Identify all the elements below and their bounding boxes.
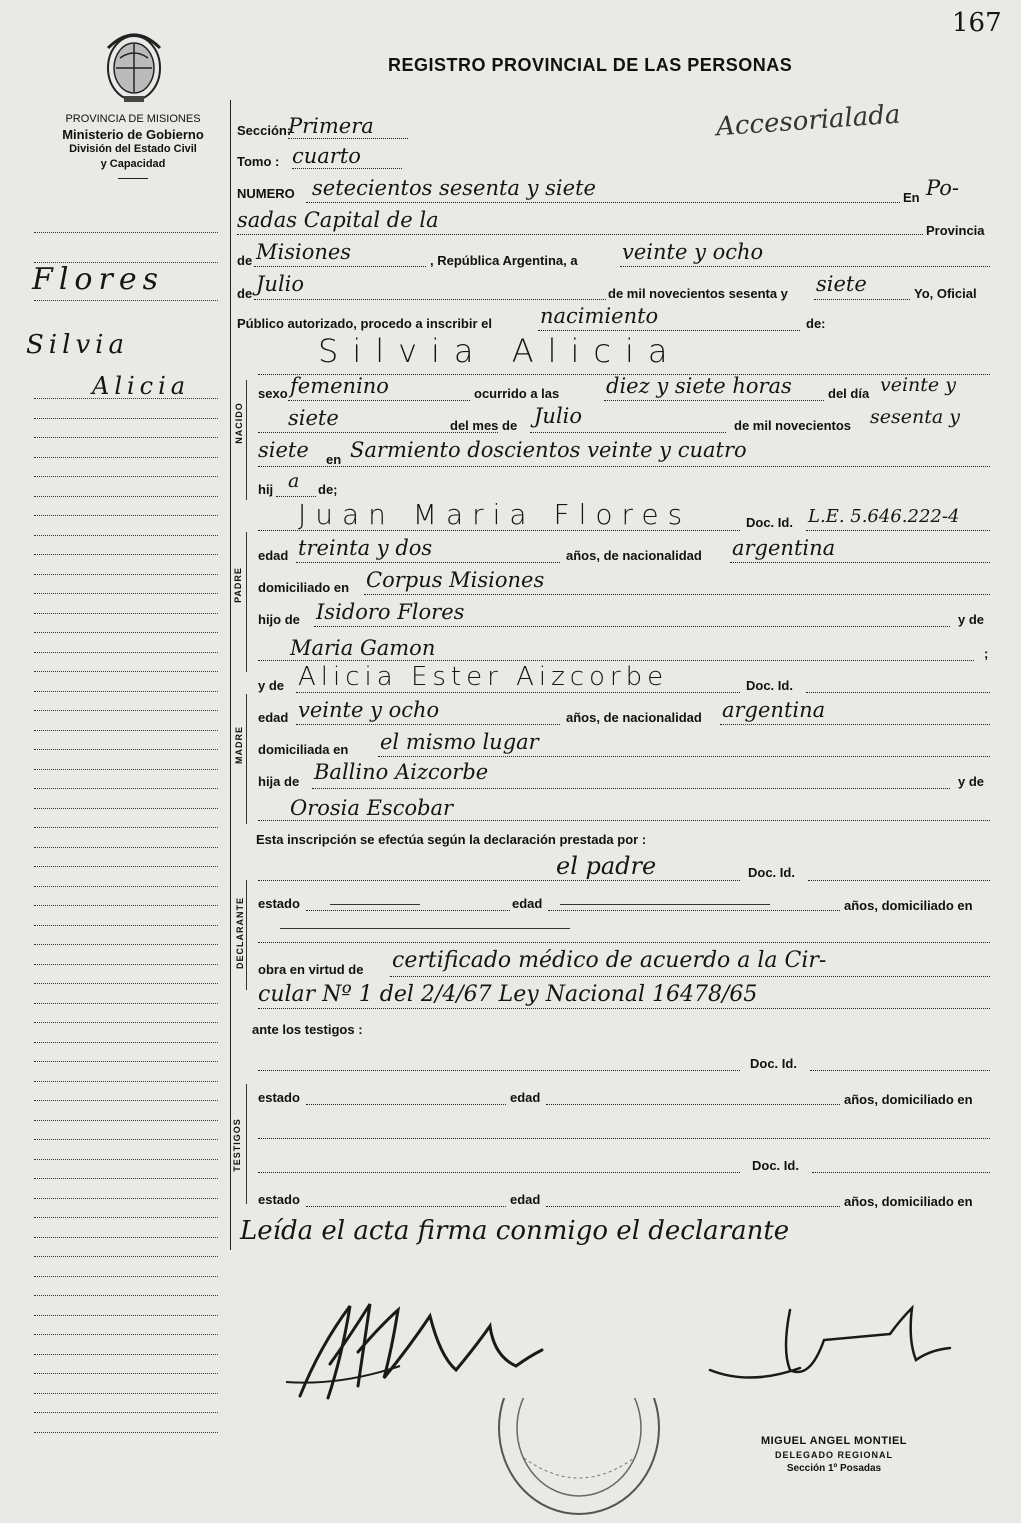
label-madre-doc: Doc. Id. [746,678,793,693]
margin-line [34,632,218,633]
margin-line [34,808,218,809]
side-label-declarante: DECLARANTE [235,897,245,969]
margin-given-2: Alicia [92,372,191,400]
margin-line [34,827,218,828]
value-padre-hijo-de: Isidoro Flores [316,600,465,624]
margin-line [34,1178,218,1179]
margin-line [34,1081,218,1082]
value-madre-edad: veinte y ocho [298,698,440,722]
label-del-dia: del día [828,386,870,401]
fill-line [814,299,910,300]
value-madre-madre: Orosia Escobar [290,796,454,820]
column-divider [230,100,231,1250]
margin-line [34,769,218,770]
value-en-2: sadas Capital de la [237,208,439,232]
fill-line [306,910,510,911]
label-de-colon: de: [806,316,826,331]
margin-line [34,1373,218,1374]
label-madre-hija-de: hija de [258,774,300,789]
side-label-padre: PADRE [232,567,243,603]
label-declarante-edad: edad [512,896,543,911]
margin-line [34,1100,218,1101]
margin-given-1: Silvia [26,330,129,360]
official-seal [494,1398,664,1523]
margin-line [34,574,218,575]
fill-line [378,756,990,757]
label-de-2: de [237,286,253,301]
margin-line [34,652,218,653]
label-padre-dom: domiciliado en [258,580,350,595]
margin-line [34,788,218,789]
margin-line [34,437,218,438]
fill-line [258,880,740,881]
margin-line [34,710,218,711]
label-testigo1-anios: años, domiciliado en [844,1092,973,1107]
label-en: En [903,190,920,205]
fill-line [258,1172,740,1173]
value-dia-1: veinte y [880,374,956,396]
fill-line [604,400,824,401]
fill-line [546,1104,840,1105]
value-tomo: cuarto [292,144,361,168]
margin-line [34,1003,218,1004]
coat-of-arms-emblem [98,28,170,111]
value-acto: nacimiento [540,304,659,328]
margin-line [34,886,218,887]
margin-line [34,866,218,867]
margin-line [34,749,218,750]
fill-line [288,138,408,139]
fill-line [237,234,923,235]
value-madre-nombre: Alicia Ester Aizcorbe [298,662,669,692]
label-ante-testigos: ante los testigos : [252,1022,363,1037]
label-madre-y-de-2: y de [958,774,985,789]
office-line-3: División del Estado Civil [69,143,197,155]
margin-line [34,593,218,594]
value-nombre: Silvia Alicia [318,332,682,370]
margin-line [34,905,218,906]
margin-line [34,1354,218,1355]
fill-line [808,880,990,881]
fill-line [306,202,900,203]
label-testigo2-edad: edad [510,1192,541,1207]
value-leida: Leída el acta firma conmigo el declarante [240,1216,790,1246]
label-declarante-doc: Doc. Id. [748,865,795,880]
margin-line [34,300,218,301]
dash-line [560,904,770,905]
value-fecha-dia: veinte y ocho [622,240,764,264]
margin-line [34,964,218,965]
fill-line [258,466,990,467]
official-title: DELEGADO REGIONAL [774,1450,893,1460]
margin-line [34,1217,218,1218]
margin-line [34,457,218,458]
label-testigo2-anios: años, domiciliado en [844,1194,973,1209]
officer-signature [690,1290,970,1405]
value-madre-nac: argentina [722,698,826,722]
label-de-mil: de mil novecientos sesenta y [608,286,788,301]
value-padre-nombre: Juan Maria Flores [298,498,692,531]
margin-line [34,1120,218,1121]
value-lugar: Sarmiento doscientos veinte y cuatro [350,438,747,462]
value-sexo: femenino [290,374,389,398]
margin-line [34,613,218,614]
label-testigo1-edad: edad [510,1090,541,1105]
madre-bracket [246,694,247,824]
label-de: de [237,253,253,268]
value-dia-2: siete [288,406,339,430]
margin-line [34,1334,218,1335]
label-padre-anios: años, de nacionalidad [566,548,702,563]
label-declarante-anios: años, domiciliado en [844,898,973,913]
label-padre-hijo-de: hijo de [258,612,300,627]
margin-line [34,232,218,233]
fill-line [530,432,726,433]
margin-line [34,983,218,984]
fill-line [292,168,402,169]
value-padre-edad: treinta y dos [298,536,433,560]
margin-line [34,1022,218,1023]
value-anio-2: siete [258,438,309,462]
testigos-bracket [246,1084,247,1204]
label-padre-edad: edad [258,548,289,563]
label-obra: obra en virtud de [258,962,364,977]
label-semicolon: ; [984,646,989,661]
value-seccion: Primera [288,114,374,138]
side-label-nacido: NACIDO [233,402,244,444]
page-number: 167 [952,8,1002,38]
value-anio-1: sesenta y [870,406,960,428]
label-yo-oficial: Yo, Oficial [914,286,977,301]
value-obra-2: cular Nº 1 del 2/4/67 Ley Nacional 16478/65 [258,982,758,1007]
label-republica: , República Argentina, a [430,253,578,268]
fill-line [314,626,950,627]
value-padre-dom: Corpus Misiones [366,568,545,592]
fill-line [546,1206,840,1207]
dash-line [330,904,420,905]
label-en-lugar: en [326,452,342,467]
value-madre-hija-de: Ballino Aizcorbe [314,760,489,784]
fill-line [296,692,740,693]
fill-line [720,724,990,725]
declarante-bracket [246,880,247,990]
fill-line [276,496,316,497]
margin-line [34,535,218,536]
margin-line [34,1042,218,1043]
value-madre-dom: el mismo lugar [380,730,539,754]
fill-line [312,788,950,789]
fill-line [730,562,990,563]
label-padre-y-de: y de [958,612,985,627]
nacido-bracket [246,380,247,500]
margin-line [34,671,218,672]
fill-line [258,660,974,661]
label-madre-y-de: y de [258,678,285,693]
margin-line [34,847,218,848]
padre-bracket [246,532,247,672]
fill-line [620,266,990,267]
dash-line [280,928,570,929]
label-testigo1-doc: Doc. Id. [750,1056,797,1071]
margin-line [34,944,218,945]
label-tomo: Tomo : [237,154,280,169]
margin-line [34,554,218,555]
fill-line [806,530,990,531]
fill-line [288,400,470,401]
label-madre-edad: edad [258,710,289,725]
label-del-mes: del mes de [450,418,518,433]
office-header [28,112,238,179]
fill-line [258,1070,740,1071]
fill-line [296,562,560,563]
value-mes: Julio [534,404,583,428]
label-hij: hij [258,482,274,497]
margin-line [34,1237,218,1238]
fill-line [306,1206,506,1207]
margin-line [34,1276,218,1277]
margin-line [34,1256,218,1257]
margin-line [34,730,218,731]
value-obra-1: certificado médico de acuerdo a la Cir- [392,948,827,973]
margin-line [34,1061,218,1062]
fill-line [258,1008,990,1009]
label-numero: NUMERO [237,186,295,201]
margin-surname: Flores [32,262,164,297]
label-declarante-estado: estado [258,896,300,911]
label-testigo2-estado: estado [258,1192,300,1207]
label-testigo2-doc: Doc. Id. [752,1158,799,1173]
fill-line [548,910,840,911]
fill-line [258,530,740,531]
side-label-testigos: TESTIGOS [231,1118,242,1172]
fill-line [810,1070,990,1071]
margin-line [34,1432,218,1433]
label-publico: Público autorizado, procedo a inscribir el [237,316,492,331]
label-seccion: Sección: [237,123,292,138]
official-name: MIGUEL ANGEL MONTIEL [760,1435,908,1447]
side-label-madre: MADRE [234,726,244,764]
label-madre-anios: años, de nacionalidad [566,710,702,725]
label-padre-doc: Doc. Id. [746,515,793,530]
margin-line [34,1159,218,1160]
fill-line [258,1138,990,1139]
margin-line [34,1198,218,1199]
office-line-4: y Capacidad [100,158,166,170]
label-ocurrido: ocurrido a las [474,386,560,401]
stamp-mark: Accesorialada [715,99,902,143]
margin-line [34,496,218,497]
label-esta-inscripcion: Esta inscripción se efectúa según la declaración prestada por : [256,832,647,847]
fill-line [812,1172,990,1173]
divider [118,178,148,179]
value-padre-madre: Maria Gamon [290,636,436,660]
office-line-2: Ministerio de Gobierno [62,127,204,142]
fill-line [254,266,426,267]
margin-line [34,418,218,419]
value-declarante: el padre [556,852,657,880]
value-en-1: Po- [926,176,960,200]
label-de-mil-nov: de mil novecientos [734,418,852,433]
value-numero: setecientos sesenta y siete [312,176,596,200]
fill-line [258,942,990,943]
fill-line [806,692,990,693]
fill-line [306,1104,506,1105]
margin-line [34,925,218,926]
margin-line [34,515,218,516]
value-provincia: Misiones [256,240,352,264]
official-block [734,1434,934,1476]
fill-line [254,299,606,300]
label-madre-dom: domiciliada en [258,742,349,757]
label-testigo1-estado: estado [258,1090,300,1105]
value-hora: diez y siete horas [606,374,792,398]
label-sexo: sexo [258,386,288,401]
value-padre-nac: argentina [732,536,836,560]
margin-line [34,691,218,692]
margin-line [34,1393,218,1394]
fill-line [258,820,990,821]
office-line-1: PROVINCIA DE MISIONES [65,113,201,125]
fill-line [296,724,560,725]
margin-line [34,1139,218,1140]
fill-line [538,330,800,331]
margin-line [34,398,218,399]
value-fecha-mes: Julio [256,272,305,296]
official-section: Sección 1º Posadas [786,1463,882,1474]
label-de-semi: de; [318,482,338,497]
margin-line [34,1295,218,1296]
value-hij-suffix: a [288,470,300,492]
fill-line [390,976,990,977]
margin-line [34,476,218,477]
value-padre-doc: L.E. 5.646.222-4 [808,506,960,527]
margin-line [34,1315,218,1316]
value-fecha-anio: siete [816,272,867,296]
fill-line [364,594,990,595]
document-title: REGISTRO PROVINCIAL DE LAS PERSONAS [388,55,793,75]
margin-line [34,1412,218,1413]
label-provincia: Provincia [926,223,985,238]
